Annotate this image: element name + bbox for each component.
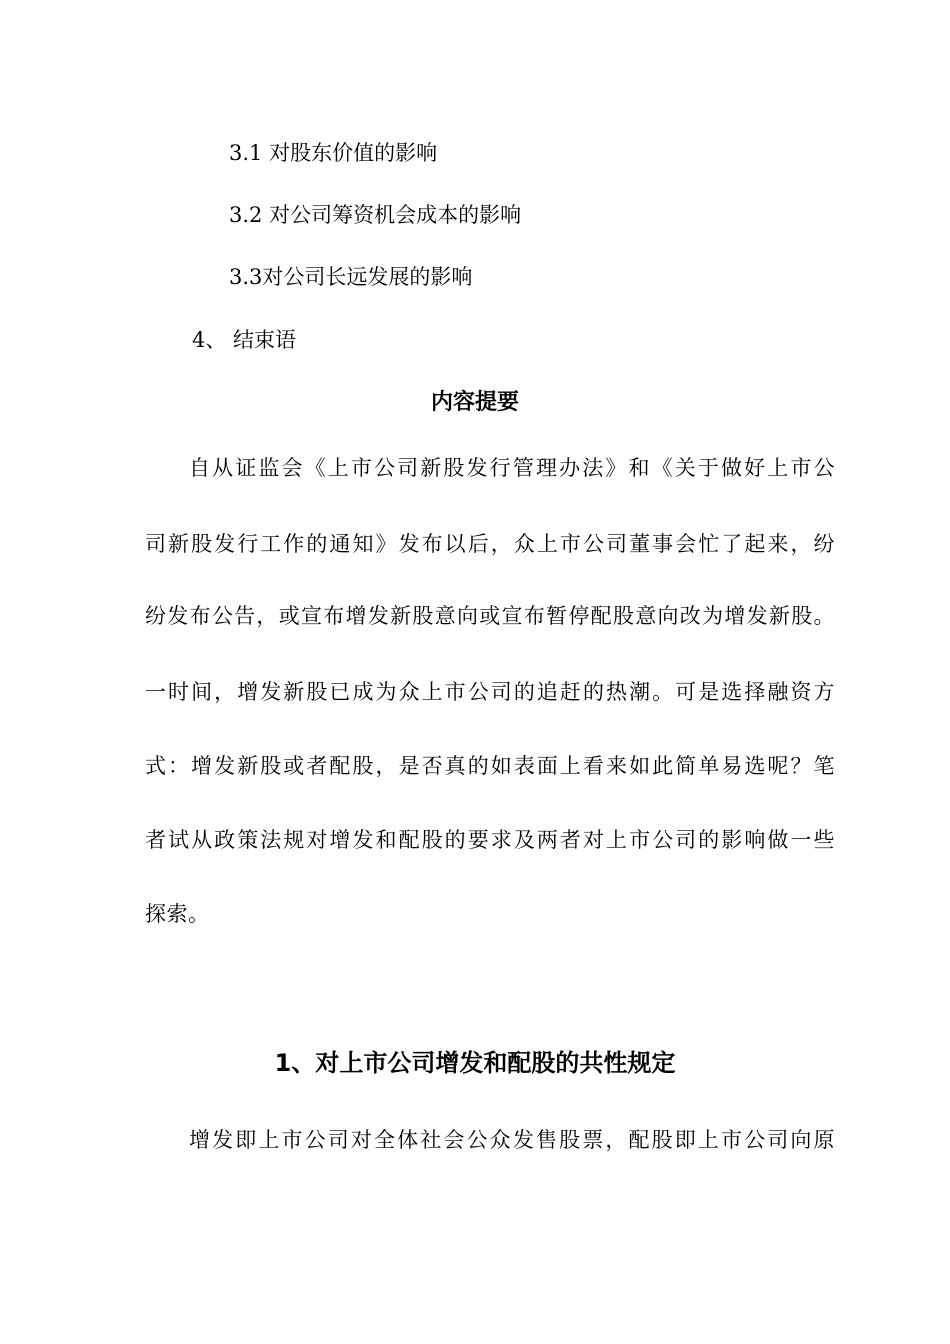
section-line: 增发即上市公司对全体社会公众发售股票，配股即上市公司向原 <box>189 1128 835 1152</box>
toc-item-3-3: 3.3对公司长远发展的影响 <box>229 265 473 289</box>
abstract-line: 者试从政策法规对增发和配股的要求及两者对上市公司的影响做一些 <box>145 828 835 852</box>
abstract-line: 司新股发行工作的通知》发布以后，众上市公司董事会忙了起来，纷 <box>145 532 835 556</box>
abstract-title: 内容提要 <box>430 390 519 415</box>
toc-item-3-2: 3.2 对公司筹资机会成本的影响 <box>229 203 522 227</box>
toc-item-4: 4、 结束语 <box>192 328 297 352</box>
abstract-line: 自从证监会《上市公司新股发行管理办法》和《关于做好上市公 <box>189 456 835 480</box>
abstract-line: 纷发布公告，或宣布增发新股意向或宣布暂停配股意向改为增发新股。 <box>145 604 835 628</box>
abstract-line: 式：增发新股或者配股，是否真的如表面上看来如此简单易选呢？笔 <box>145 754 835 778</box>
toc-item-3-1: 3.1 对股东价值的影响 <box>229 141 438 165</box>
section-title: 1、对上市公司增发和配股的共性规定 <box>274 1049 676 1077</box>
abstract-line: 探索。 <box>145 902 210 926</box>
abstract-line: 一时间，增发新股已成为众上市公司的追赶的热潮。可是选择融资方 <box>145 680 835 704</box>
